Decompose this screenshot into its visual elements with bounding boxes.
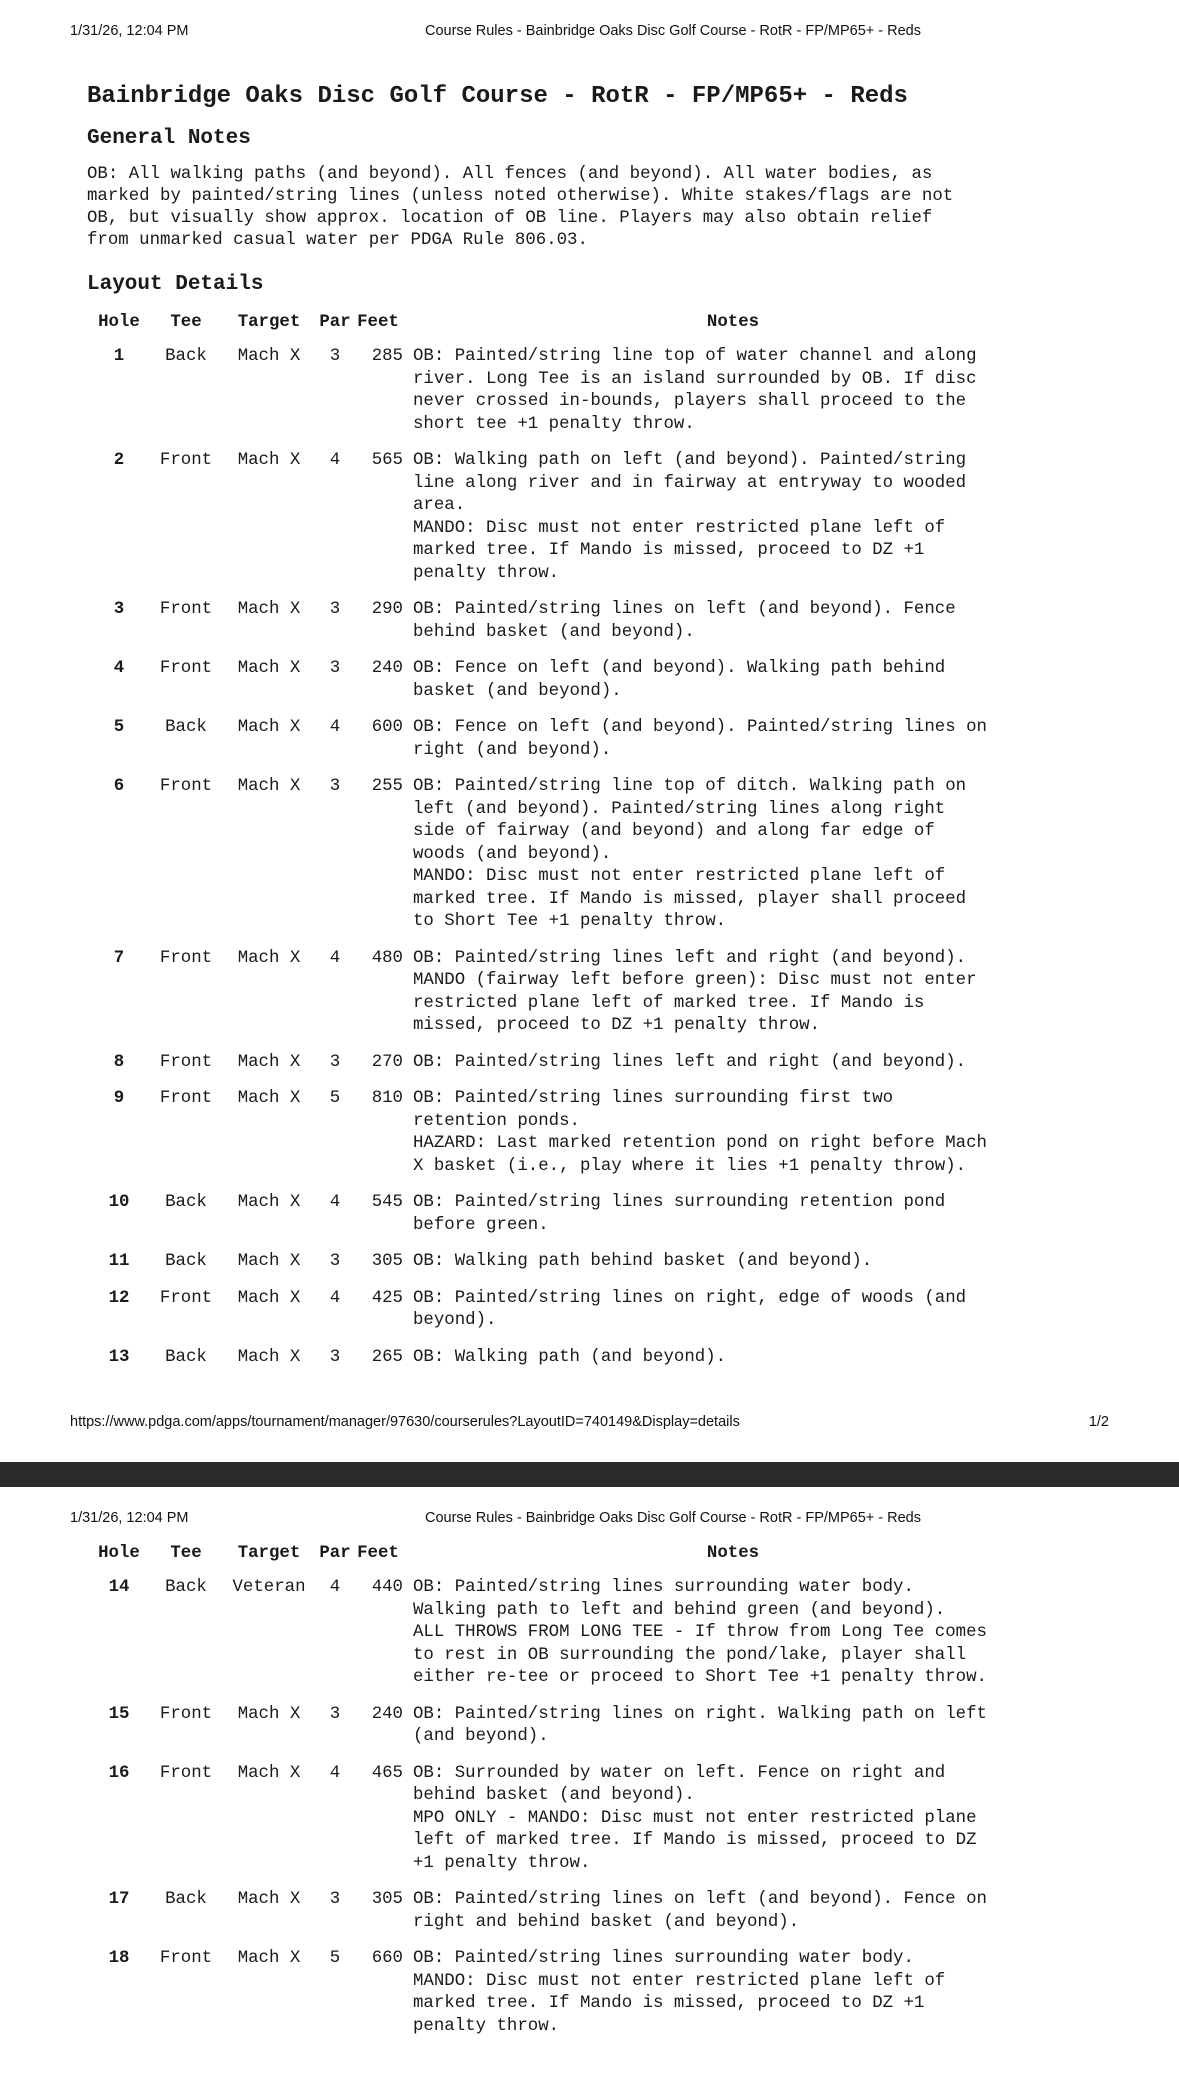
cell-tee: Front	[159, 1052, 213, 1072]
table-header-row	[87, 1541, 1053, 1577]
cell-tee: Front	[159, 948, 213, 968]
cell-target: Veteran	[232, 1578, 306, 1597]
cell-target: Mach X	[237, 1704, 301, 1724]
cell-par: 3	[329, 1704, 341, 1724]
cell-hole: 8	[113, 1052, 125, 1072]
cell-target: Mach X	[237, 1089, 301, 1108]
cell-hole: 2	[113, 451, 125, 470]
header-par: Par	[319, 1544, 351, 1563]
table-row	[87, 1192, 1053, 1251]
cell-notes: OB: Painted/string lines left and right (and beyond). MANDO (fairway left before green): Disc must not enter restricted plane left of marked tree. If Mando is missed, proceed to DZ +1 penalty throw.	[413, 948, 977, 1035]
cell-tee: Front	[159, 1288, 213, 1308]
header-tee: Tee	[170, 313, 202, 332]
table-row	[87, 717, 1053, 776]
cell-tee: Back	[165, 1347, 207, 1367]
cell-feet: 565	[371, 451, 403, 470]
cell-tee: Front	[159, 600, 213, 619]
print-page-2	[0, 1487, 1179, 2084]
table-row	[87, 658, 1053, 717]
cell-target: Mach X	[237, 1763, 301, 1783]
cell-notes: OB: Painted/string lines on right, edge of woods (and beyond).	[413, 1288, 967, 1330]
cell-feet: 545	[371, 1193, 403, 1212]
cell-notes: OB: Painted/string lines surrounding retention pond before green.	[413, 1193, 946, 1235]
cell-notes: OB: Fence on left (and beyond). Painted/string lines on right (and beyond).	[413, 718, 987, 760]
cell-par: 4	[329, 718, 341, 737]
header-target: Target	[237, 1544, 301, 1563]
cell-notes: OB: Walking path on left (and beyond). Painted/string line along river and in fairway at entryway to wooded area. MANDO: Disc must not enter restricted plane left of marked tree. If Mando is missed, proceed to DZ +1 penalty throw.	[413, 451, 967, 583]
cell-target: Mach X	[237, 1347, 301, 1367]
layout-table	[87, 310, 1053, 1383]
table-body	[87, 346, 1053, 1383]
cell-par: 3	[329, 659, 341, 678]
cell-tee: Front	[159, 1949, 213, 1968]
layout-details-heading: Layout Details	[87, 273, 264, 296]
cell-target: Mach X	[237, 1949, 301, 1968]
cell-tee: Front	[159, 1704, 213, 1724]
cell-tee: Front	[159, 451, 213, 470]
page-number: 1/2	[1088, 1414, 1109, 1430]
cell-hole: 17	[108, 1890, 130, 1909]
table-row	[87, 450, 1053, 599]
print-header	[70, 1510, 1109, 1532]
table-row	[87, 1052, 1053, 1089]
cell-target: Mach X	[237, 1890, 301, 1909]
cell-hole: 5	[113, 718, 125, 737]
cell-target: Mach X	[237, 1193, 301, 1212]
cell-tee: Back	[165, 347, 207, 366]
cell-tee: Back	[165, 718, 207, 737]
cell-hole: 9	[113, 1089, 125, 1108]
cell-target: Mach X	[237, 948, 301, 968]
cell-tee: Front	[159, 1089, 213, 1108]
print-url[interactable]: https://www.pdga.com/apps/tournament/manager/97630/courserules?LayoutID=740149&Display=details	[70, 1414, 740, 1430]
cell-hole: 16	[108, 1763, 130, 1783]
cell-target: Mach X	[237, 1288, 301, 1308]
cell-feet: 290	[371, 600, 403, 619]
cell-par: 5	[329, 1089, 341, 1108]
table-row	[87, 1347, 1053, 1384]
cell-feet: 255	[371, 777, 403, 796]
header-feet: Feet	[357, 1544, 399, 1563]
cell-target: Mach X	[237, 347, 301, 366]
cell-hole: 10	[108, 1193, 130, 1212]
table-header-row	[87, 310, 1053, 346]
cell-notes: OB: Painted/string lines on left (and beyond). Fence on right and behind basket (and beyond).	[413, 1890, 987, 1932]
cell-tee: Front	[159, 777, 213, 796]
table-row	[87, 776, 1053, 948]
header-notes: Notes	[706, 313, 760, 332]
table-row	[87, 1288, 1053, 1347]
cell-notes: OB: Painted/string lines on right. Walking path on left (and beyond).	[413, 1704, 987, 1746]
table-row	[87, 1763, 1053, 1890]
print-date: 1/31/26, 12:04 PM	[70, 23, 189, 39]
cell-target: Mach X	[237, 718, 301, 737]
table-body	[87, 1577, 1053, 2052]
table-row	[87, 1088, 1053, 1192]
cell-target: Mach X	[237, 600, 301, 619]
table-row	[87, 1704, 1053, 1763]
cell-par: 4	[329, 1763, 341, 1783]
cell-target: Mach X	[237, 1052, 301, 1072]
cell-target: Mach X	[237, 777, 301, 796]
cell-par: 4	[329, 1193, 341, 1212]
layout-table-continued	[87, 1541, 1053, 2052]
cell-feet: 810	[371, 1089, 403, 1108]
cell-feet: 425	[371, 1288, 403, 1308]
cell-par: 3	[329, 1252, 341, 1271]
general-notes-heading: General Notes	[87, 127, 251, 150]
document-content-continued	[87, 1541, 1087, 2052]
cell-feet: 240	[371, 1704, 403, 1724]
cell-notes: OB: Painted/string line top of water channel and along river. Long Tee is an island surrounded by OB. If disc never crossed in-bounds, players shall proceed to the short tee +1 penalty throw.	[413, 347, 977, 434]
cell-feet: 240	[371, 659, 403, 678]
cell-notes: OB: Painted/string line top of ditch. Walking path on left (and beyond). Painted/string lines along right side of fairway (and beyond) and along far edge of woods (and beyond). MANDO: Disc must not enter restricted plane left of marked tree. If Mando is missed, player shall proceed to Short Tee +1 penalty throw.	[413, 777, 967, 931]
document-title: Bainbridge Oaks Disc Golf Course - RotR - FP/MP65+ - Reds	[87, 83, 908, 110]
table-row	[87, 948, 1053, 1052]
cell-feet: 285	[371, 347, 403, 366]
cell-par: 3	[329, 600, 341, 619]
cell-notes: OB: Painted/string lines on left (and beyond). Fence behind basket (and beyond).	[413, 600, 956, 642]
header-target: Target	[237, 313, 301, 332]
print-date: 1/31/26, 12:04 PM	[70, 1510, 189, 1526]
cell-tee: Front	[159, 659, 213, 678]
cell-notes: OB: Fence on left (and beyond). Walking path behind basket (and beyond).	[413, 659, 946, 701]
cell-par: 5	[329, 1949, 341, 1968]
cell-hole: 1	[113, 347, 125, 366]
cell-feet: 270	[371, 1052, 403, 1072]
print-page-title: Course Rules - Bainbridge Oaks Disc Golf Course - RotR - FP/MP65+ - Reds	[425, 1510, 921, 1526]
table-row	[87, 599, 1053, 658]
cell-feet: 600	[371, 718, 403, 737]
cell-target: Mach X	[237, 659, 301, 678]
header-hole: Hole	[98, 313, 140, 332]
table-row	[87, 1889, 1053, 1948]
table-row	[87, 1251, 1053, 1288]
cell-par: 3	[329, 777, 341, 796]
cell-par: 4	[329, 948, 341, 968]
cell-par: 3	[329, 1052, 341, 1072]
general-notes-text: OB: All walking paths (and beyond). All fences (and beyond). All water bodies, as marked by painted/string lines (unless noted otherwise). White stakes/flags are not OB, but visually show approx. location of OB line. Players may also obtain relief from unmarked casual water per PDGA Rule 806.03.	[87, 165, 954, 250]
cell-par: 4	[329, 1578, 341, 1597]
cell-notes: OB: Painted/string lines surrounding water body. MANDO: Disc must not enter restricted plane left of marked tree. If Mando is missed, proceed to DZ +1 penalty throw.	[413, 1949, 946, 2036]
cell-hole: 13	[108, 1347, 130, 1367]
cell-par: 3	[329, 1347, 341, 1367]
cell-feet: 465	[371, 1763, 403, 1783]
cell-hole: 11	[108, 1252, 130, 1271]
cell-feet: 480	[371, 948, 403, 968]
cell-tee: Back	[165, 1578, 207, 1597]
cell-hole: 12	[108, 1288, 130, 1308]
cell-notes: OB: Walking path (and beyond).	[413, 1347, 727, 1367]
cell-feet: 440	[371, 1578, 403, 1597]
cell-tee: Back	[165, 1252, 207, 1271]
cell-hole: 4	[113, 659, 125, 678]
cell-tee: Front	[159, 1763, 213, 1783]
cell-notes: OB: Painted/string lines surrounding first two retention ponds. HAZARD: Last marked retention pond on right before Mach X basket (i.e., play where it lies +1 penalty throw).	[413, 1089, 987, 1176]
cell-notes: OB: Walking path behind basket (and beyond).	[413, 1252, 873, 1271]
document-content	[87, 82, 1087, 1383]
cell-notes: OB: Painted/string lines surrounding water body. Walking path to left and behind green (and beyond). ALL THROWS FROM LONG TEE - If throw from Long Tee comes to rest in OB surrounding the pond/lake, player shall either re-tee or proceed to Short Tee +1 penalty throw.	[413, 1578, 987, 1687]
cell-hole: 3	[113, 600, 125, 619]
cell-tee: Back	[165, 1193, 207, 1212]
cell-feet: 305	[371, 1252, 403, 1271]
cell-notes: OB: Painted/string lines left and right (and beyond).	[413, 1052, 967, 1072]
header-tee: Tee	[170, 1544, 202, 1563]
header-feet: Feet	[357, 313, 399, 332]
print-header	[70, 23, 1109, 45]
cell-target: Mach X	[237, 451, 301, 470]
cell-feet: 265	[371, 1347, 403, 1367]
cell-hole: 18	[108, 1949, 130, 1968]
cell-tee: Back	[165, 1890, 207, 1909]
header-par: Par	[319, 313, 351, 332]
cell-hole: 7	[113, 948, 125, 968]
header-hole: Hole	[98, 1544, 140, 1563]
cell-par: 4	[329, 451, 341, 470]
cell-hole: 15	[108, 1704, 130, 1724]
cell-hole: 6	[113, 777, 125, 796]
cell-feet: 660	[371, 1949, 403, 1968]
print-page-title: Course Rules - Bainbridge Oaks Disc Golf Course - RotR - FP/MP65+ - Reds	[425, 23, 921, 39]
table-row	[87, 346, 1053, 450]
cell-hole: 14	[108, 1578, 130, 1597]
cell-target: Mach X	[237, 1252, 301, 1271]
print-footer	[70, 1414, 1109, 1434]
table-row	[87, 1948, 1053, 2052]
cell-notes: OB: Surrounded by water on left. Fence on right and behind basket (and beyond). MPO ONLY - MANDO: Disc must not enter restricted plane left of marked tree. If Mando is missed, proceed to DZ +1 penalty throw.	[413, 1763, 977, 1873]
cell-feet: 305	[371, 1890, 403, 1909]
cell-par: 3	[329, 1890, 341, 1909]
cell-par: 3	[329, 347, 341, 366]
table-row	[87, 1577, 1053, 1704]
cell-par: 4	[329, 1288, 341, 1308]
header-notes: Notes	[706, 1544, 760, 1563]
